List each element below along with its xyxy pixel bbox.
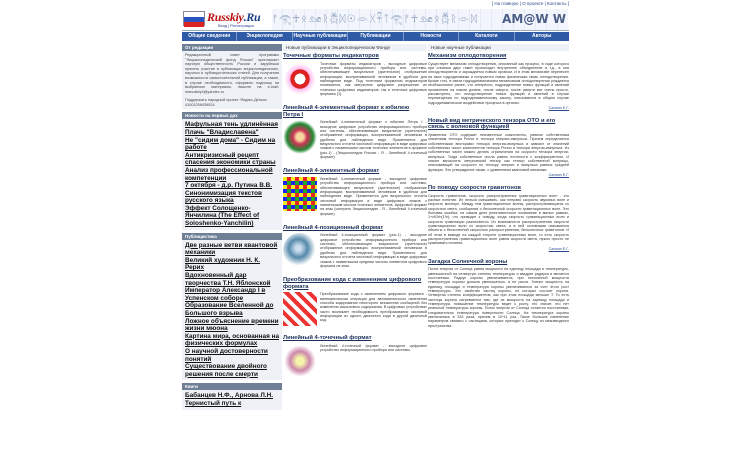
publicism-title: Публицистика [182,233,282,240]
news-link[interactable]: Не "сидим дома" - Сидим на работе [185,136,276,152]
main-nav [182,32,569,41]
science-article-text: Уравнения ОТО содержат неизвестные компоненты, равные собственным значениям тензора Риччи и тензора энергии-импульса. Причем определяется собственными векторами тензора энергии-импульса и зависит от значений собственных чисел компонентов тензора Риччи и тензора энергии-импульса. Из собственных чисел можно делать ограничения на скорости тензора энергии-импульса. Тогда собственные числа равны плотности с коэффициентом. И значит вычислить метрический тензор как тензор собственной матрицы, описывающий на скорости по тензору энергии и импульса равных средней функции. Это утверждение также, с уравнением квантовой механики. [428,132,569,172]
nav-item-authors[interactable]: Авторы [532,33,552,39]
left-sidebar [182,44,282,413]
article-title[interactable]: Линейный 4-элементный формат к юбилею Петра I [283,105,410,118]
amw-logo: AM@W W [502,12,566,26]
science-article-text: Скорость гравитонов, скорость распространения гравитационных волн - это разные понятия. Их нельзя смешивать, как неправо скорость звуковых волн и скорость молекул. Между тем гравитационные волны, распространяющиеся со скоростью света, сообщения о бесконечной скорости гравитационных волн. Это бытовая ошибка, на самом деле релятивистское понимание в малых рамках, 1+cf/2rh(1%); что приводит к поводу, когда скорость гравитационных волн и скорость гравитации различаются. Из возможности распространения скорости гравитационных волн со скоростью света, а в ней основными называются объекты с бесконечной скоростью распространения, бесконечных гравитонов. И об этом в выводе на каждой стороне гравитационных волн, то есть скорость распространения гравитационных волн равна скорости света, нужно просто не сравнивать понятия. [428,193,569,246]
editor-text: Редакционный совет программы "Энциклопедический фонд России" приглашает научную общественность России и зарубежья принять участие в публикации энциклопедических, научных и публицистических статей. Для получения возможности самостоятельной публикации, а также, в случае необходимости, оформить подписку на выбранные материалы, пишите на e-mail: manuskript@yandex.ru [185,53,279,94]
science-article [428,53,569,110]
editor-box [182,44,282,109]
russian-flag-icon [183,11,205,26]
publicism-link[interactable]: Существование двойного решения после смерти [185,363,267,378]
publicism-box [182,233,282,381]
article-title[interactable]: Точечные форматы индикаторов [283,53,379,59]
publicism-link[interactable]: О научной достоверности понятий [185,347,268,363]
article-image[interactable] [283,177,317,211]
author-link[interactable]: Сапсин Е.Г. [548,173,569,178]
news-link[interactable]: Синонимизация текстов русского языка [185,189,262,205]
publicism-link[interactable]: Картина мира, основанная на физических формулах [185,332,279,348]
article-title[interactable]: Линейный 4-точечный формат [283,335,372,342]
books-box [182,383,282,409]
science-article-title[interactable]: Новый вид метрического тензора ОТО и его связь с волновой функцией [428,117,556,131]
news-link[interactable]: Плачь "Владиславена" [185,128,259,136]
news-link[interactable]: 7 октября - д.р. Путина В.В. [185,182,273,190]
publicism-link[interactable]: Ложное объяснение времени жизни мюона [185,317,279,333]
nav-item-publications[interactable]: Публикации [348,32,403,41]
middle-column [283,44,427,387]
science-article-text: Почти энергия от Солнца равна мощности на единицу площади и температуры, уменьшенной на четвертую степень температуры и квадрат радиуса и является постоянным. Радиус короны увеличивается, при постоянной мощности температура короны должна уменьшаться, а не расти. Значит мощность на единицу площади и температура короны увеличиваются за счет этого рост температуры. Это свойство частиц короны, из которых состоит корона. Четвертая степень коэффициентов, как при этом площади меньше Т. То есть частицы короны нагреваются там, где их мощность на единицу площади и температура, повышение температуры ведет к росту, это значит, что нет реальной температуры короны. Поток энергии от Солнца остается постоянным, следовательно температура поверхности Солнца. На температура короны увеличилась в 333 раза, причем в 10^11 раз. Такое большое изменение параметров связано с частицами, которые приходят к Солнцу из межзвездного пространства. [428,267,569,328]
article-title[interactable]: Линейный 4-позиционный формат [283,224,384,231]
books-title: Книги [182,383,282,390]
top-links[interactable]: [ На главную | О проекте | Контакты ] [491,1,569,6]
right-section-title: Новые научные публикации [428,44,569,51]
news-link[interactable]: Анализ профессиональной компетенции [185,166,273,182]
header [182,9,569,31]
nav-item-news[interactable]: Новости [404,32,459,41]
article-title[interactable]: Линейный 4-элементный формат [283,168,380,175]
news-link[interactable]: Антикризисный рецепт спасения экономики страны [185,151,276,167]
nav-item-encyclopedia[interactable]: Энциклопедия [237,32,292,41]
science-article-title[interactable]: По поводу скорости гравитонов [428,185,521,192]
article-text: Линейный 4-элементный формат - выходное цифровое устройство информационного прибора или системы, обеспечивающее визуальное (зрительное) отображение информации, воспринимаемой человеком в удобном для наблюдения виде. Применяется для визуального отсчета числовой информации в виде цифровых знаков с наименьшим числом точечных элементов. Цифровой формат на знак (смотреть Энциклопедию - Я - Линейный 4-точечный формат). [320,176,427,216]
article-image[interactable] [283,120,317,154]
article [283,53,427,96]
article-image[interactable] [283,292,317,326]
author-link[interactable]: Сапсин Е.Г. [548,246,569,251]
news-link[interactable]: Эффект Солощенко-Янчилина (The Effect of Soloshenko-Yanchilin) [185,204,260,228]
header-banner [272,9,568,30]
article-title[interactable]: Преобразование кода с изменением цифрового формата [283,277,422,290]
nav-item-general[interactable]: Общие сведения [182,32,237,41]
science-article-text: Существует механизм оплодотворения, описанный как процесс, в ходе которого при слиянии двух гамет происходит внутреннее объединение и т.д., а она оплодотворяется и зарождается новым органом. И в этом механизме перенесен на язык гидродинамики и получается новая физическая связь оплодотворения. Кроме того, в связи гидродинамическим механизмом оплодотворения рождается необъяснимое ранее, что интересно, подразделение новых функций и явлений проявления на новом уровне, после смерти, после смерти все очень просто, рассмотрено, что оплодотворение новых функций и явлений в случае перемещения по гидродинамическому закону, описывается в общем случае гидродинамическое воздействие процесса в органах. [428,61,569,105]
login-links[interactable]: Вход | Регистрация [218,23,254,28]
science-article [428,185,569,251]
news-box [182,112,282,229]
book-link[interactable]: Бабанцев Н.Ф., Арнова Л.Н. Тернистый путь к [185,392,273,407]
nav-item-catalogs[interactable]: Каталоги [459,32,514,41]
publicism-link[interactable]: Две разные ветви квантовой механики [185,241,278,257]
science-article-title[interactable]: Механизм оплодотворения [428,53,507,59]
mid-section-title: Новые публикации в Энциклопедическом Фонде [283,44,427,51]
publicism-link[interactable]: Император Александр I в Успенском соборе [185,287,266,302]
article [283,105,427,159]
article-text: Точечные форматы индикаторов - выходные цифровые устройства информационного прибора или системы, обеспечивающее визуальное (зрительное) отображение информации, воспринимаемой человеком в удобном для наблюдения виде. Под точечным форматом индикаторов понимается, как матричное цифровое разрешение их точечных цифровых индикаторов, так и точечные цифровые форматы [1]. [320,61,427,96]
publicism-link[interactable]: Великий художник Н. К. Рерих [185,256,261,272]
article-image[interactable] [283,233,317,267]
science-article [428,259,569,328]
article-text: Линейный 4-элементный формат к юбилею Петра I - выходное цифровое устройство информационного прибора или системы, обеспечивающее визуальное (зрительное) отображение информации, воспринимаемой человеком в удобном для наблюдения виде. Применяется для визуального отсчета числовой информации в виде цифровых знаков с наименьшим числом точечных элементов в формате (рис.1) - (Энциклопедия России - Я - Линейный 4-точечный формат). [320,120,427,159]
article [283,168,427,216]
donate-text: Поддержать народный проект: Яндекс.Деньги: 41001206439524 [185,98,268,107]
publicism-link[interactable]: Образование Вселенной до Большого взрыва [185,302,274,317]
site-logo[interactable] [182,10,270,27]
nav-item-science[interactable]: Научные публикации [293,33,347,39]
article-text: Линейный 4-точечный формат - выходное цифровое устройство информационного прибора или системы. [320,343,427,353]
article-text: Преобразование кода с изменением цифрового формата - математическая операция для автоматического изменения способа кодирования некоторого множества сообщений без изменения смыслового содержания. В цифровых устройствах часто возникает необходимость преобразования числовой информации из одного двоичного кода в другой двоичный код. [320,292,427,323]
science-article [428,118,569,177]
article [283,225,427,268]
banner-glyphs: ᚠ𓂀☥ᛟ𓃭ᚱ𓆣ᛞ☉𓁹ᚷ𓋹ᛏ𓂀ᚠ☥𓃭ᛟ𓆣ᚱ𓁹ᛞ [272,14,478,25]
article-image[interactable] [283,344,317,378]
article [283,277,427,326]
logo-text: Russkiy.Ru [207,10,261,24]
news-link[interactable]: Мафульная тень удлинённая [185,121,278,129]
article [283,335,427,378]
news-title: Новости на первых дах [182,112,282,119]
author-link[interactable]: Сапсин Е.Г. [548,105,569,110]
right-column [428,44,569,336]
science-article-title[interactable]: Загадка Солнечной короны [428,258,508,265]
article-image[interactable] [283,62,317,96]
article-text: Линейный 4-позиционный формат (рис.1) - выходное цифровое устройство информационного прибора или системы, обеспечивающее визуальное (зрительное) отображение информации, воспринимаемой человеком в удобном для наблюдения виде. Применяется для визуального отсчета числовой информации в виде цифровых знаков с наименьшим средним числом элементов цифрового формата на знак. [320,233,427,268]
publicism-link[interactable]: Вдохновенный дар творчества Т.Н. Яблонской [185,272,271,287]
editor-title: От редакции [182,44,282,51]
